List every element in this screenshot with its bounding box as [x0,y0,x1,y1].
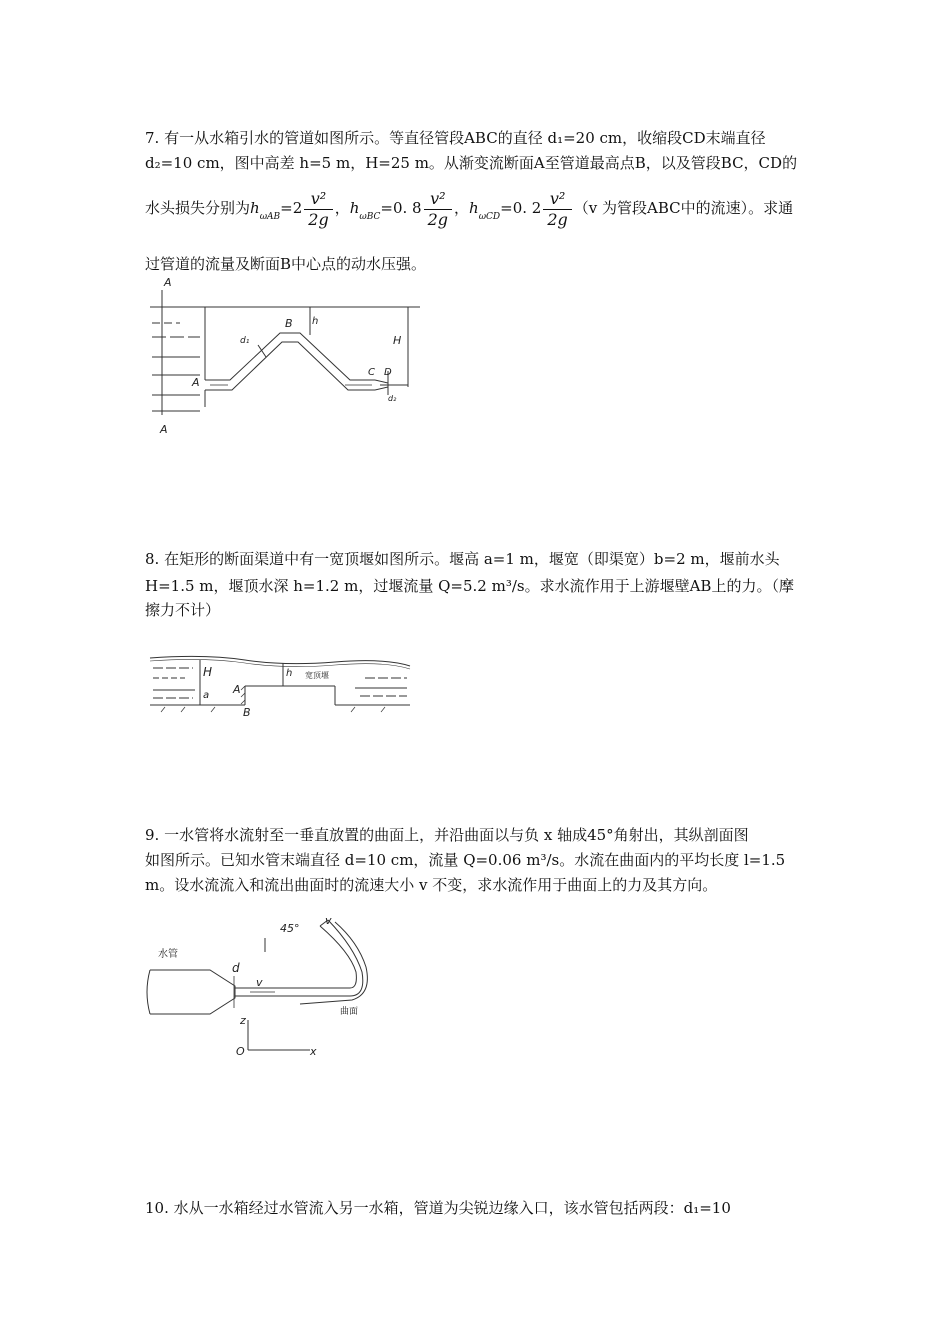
label-h: h [286,668,293,679]
frac-ab [304,189,332,230]
frac-cd-den: 2g [547,209,568,229]
label-C: C [368,367,375,378]
label-A-bot: A [160,423,168,436]
label-B: B [243,706,251,718]
label-d1: d₁ [240,336,250,346]
h-bc-sub: ωBC [359,212,381,222]
h-ab-sub: ωAB [259,212,281,222]
q8-line3: 擦力不计） [145,601,221,619]
frac-cd-num: v² [543,189,571,210]
q9-line2: 如图所示。已知水管末端直径 d=10 cm，流量 Q=0.06 m³/s。水流在曲面内的平均长度 l=1.5 [145,851,786,869]
pipe-upper-wall [205,333,375,380]
q7-line3: 水头损失分别为$h_{\omega AB}=2$ $\frac{\text{v²}}{2g}$ ，$h_{\omega BC}=0$. 8 $\frac{\text{v²}}{2g}$ ，$h_{\omega CD}=0$. 2 $\frac{\text{v²}}{2g}$ （v 为管段ABC中的流速）。求通 [145,188,794,229]
frac-bc-den: 2g [427,209,449,229]
q10-line1: 10. 水从一水箱经过水管流入另一水箱，管道为尖锐边缘入口，该水管包括两段：d₁=10 [145,1199,731,1217]
label-H: H [203,665,213,679]
h-bc-symbol: h [349,199,360,217]
frac-ab-num: v² [304,189,332,210]
pipe-end-cut [147,970,150,1014]
label-x: x [310,1045,317,1058]
q8-line1: 8. 在矩形的断面渠道中有一宽顶堰如图所示。堰高 a=1 m，堰宽（即渠宽）b=2 m，堰前水头 [145,550,780,568]
q7-line2: d₂=10 cm，图中高差 h=5 m，H=25 m。从渐变流断面A至管道最高点B，以及管段BC，CD的 [145,154,798,172]
q9-line1: 9. 一水管将水流射至一垂直放置的曲面上，并沿曲面以与负 x 轴成45°角射出，其纵剖面图 [145,826,749,844]
h-cd-symbol: h [469,199,479,217]
label-v1: v [256,976,263,989]
label-d: d [232,961,240,975]
label-A: A [233,683,241,696]
q7-figure [140,275,430,440]
jet-upper-edge [235,926,356,988]
q9-figure [140,912,390,1062]
h-bc-coef: =0. 8 [380,199,422,217]
frac-cd [543,189,571,230]
h-ab-coef: =2 [280,199,303,217]
label-O: O [236,1045,245,1058]
label-surface: 曲面 [340,1007,359,1017]
q9-line3: m。设水流流入和流出曲面时的流速大小 v 不变，求水流作用于曲面上的力及其方向。 [145,876,718,894]
label-v2: v [325,914,332,927]
label-D: D [384,367,392,378]
label-pipe: 水管 [158,949,178,960]
h-cd-sub: ωCD [478,212,501,222]
q7-line3-suffix: （v 为管段ABC中的流速）。求通 [573,199,794,217]
label-d2: d₂ [388,394,397,403]
frac-ab-den: 2g [308,209,329,229]
q7-line1: 7. 有一从水箱引水的管道如图所示。等直径管段ABC的直径 d₁=20 cm，收缩段CD末端直径 [145,129,766,147]
frac-bc-num: v² [424,189,452,210]
label-B: B [285,317,293,330]
label-z: z [240,1014,246,1027]
label-A-top: A [164,276,172,289]
label-weir: 宽顶堰 [305,671,329,680]
label-H: H [393,334,402,347]
frac-bc [424,189,452,230]
q7-line3-prefix: 水头损失分别为 [145,199,251,217]
water-surface [150,656,410,666]
label-h: h [312,316,319,327]
pipe-lower-wall [205,342,375,390]
pipe-body [150,970,235,1014]
h-ab-symbol: h [250,199,260,217]
q7-line4: 过管道的流量及断面B中心点的动水压强。 [145,255,427,273]
q8-figure [145,648,415,718]
h-cd-coef: =0. 2 [500,199,542,217]
label-a: a [203,690,210,701]
curved-surface [300,922,367,1004]
label-angle: 45° [280,922,300,935]
q8-line2: H=1.5 m，堰顶水深 h=1.2 m，过堰流量 Q=5.2 m³/s。求水流作用于上游堰壁AB上的力。（摩 [145,577,794,595]
label-A-mid: A [192,376,200,389]
